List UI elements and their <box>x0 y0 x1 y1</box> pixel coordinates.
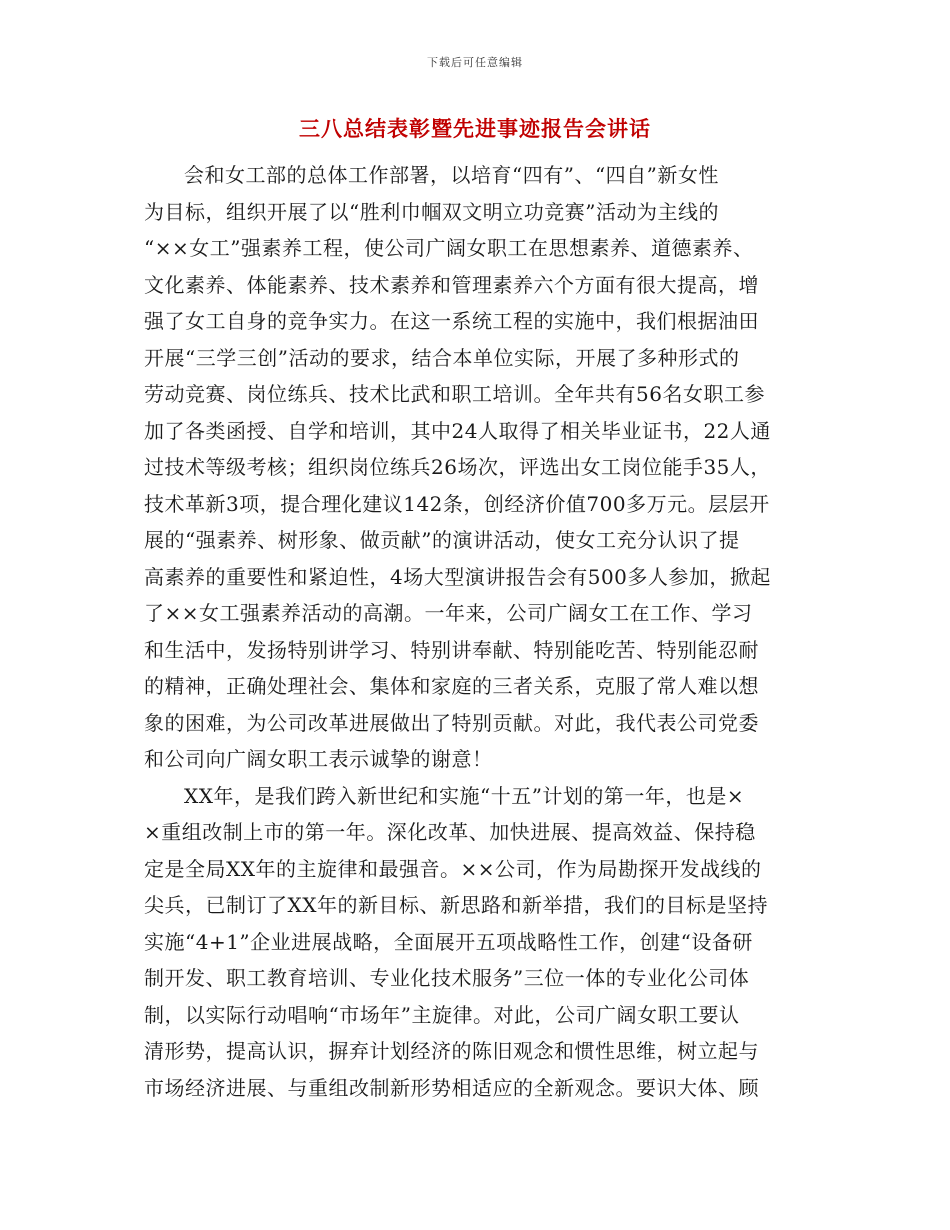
text-line: 象的困难，为公司改革进展做出了特别贡献。对此，我代表公司党委 <box>144 710 759 735</box>
text-line: 劳动竞赛、岗位练兵、技术比武和职工培训。全年共有56名女职工参 <box>144 382 765 406</box>
text-line: 定是全局XX年的主旋律和最强音。××公司，作为局勘探开发战线的 <box>144 856 762 881</box>
text-line: 加了各类函授、自学和培训，其中24人取得了相关毕业证书，22人通 <box>144 418 771 443</box>
paragraph-2 <box>144 781 804 1110</box>
text-line: 和生活中，发扬特别讲学习、特别讲奉献、特别能吃苦、特别能忍耐 <box>144 637 759 662</box>
text-line: 开展“三学三创”活动的要求，结合本单位实际，开展了多种形式的 <box>144 345 740 370</box>
text-line: 实施“4+1”企业进展战略，全面展开五项战略性工作，创建“设备研 <box>144 929 753 954</box>
text-line: 过技术等级考核；组织岗位练兵26场次，评选出女工岗位能手35人， <box>144 455 771 479</box>
text-line: 高素养的重要性和紧迫性，4场大型演讲报告会有500多人参加，掀起 <box>144 564 771 589</box>
text-line: 和公司向广阔女职工表示诚挚的谢意！ <box>144 747 493 771</box>
text-line: 展的“强素养、树形象、做贡献”的演讲活动，使女工充分认识了提 <box>144 528 740 552</box>
text-line: 尖兵，已制订了XX年的新目标、新思路和新举措，我们的目标是坚持 <box>144 893 768 917</box>
text-line: 制，以实际行动唱响“市场年”主旋律。对此，公司广阔女职工要认 <box>144 1002 740 1027</box>
text-line: 的精神，正确处理社会、集体和家庭的三者关系，克服了常人难以想 <box>144 674 759 698</box>
text-line: ×重组改制上市的第一年。深化改革、加快进展、提高效益、保持稳 <box>144 820 756 844</box>
text-line: 会和女工部的总体工作部署，以培育“四有”、“四自”新女性 <box>184 163 719 187</box>
paragraph-1 <box>144 160 804 781</box>
text-line: 市场经济进展、与重组改制新形势相适应的全新观念。要识大体、顾 <box>144 1075 759 1100</box>
text-line: XX年，是我们跨入新世纪和实施“十五”计划的第一年，也是× <box>184 783 745 808</box>
text-line: “××女工”强素养工程，使公司广阔女职工在思想素养、道德素养、 <box>144 236 754 260</box>
document-body <box>144 160 804 1109</box>
document-title: 三八总结表彰暨先进事迹报告会讲话 <box>299 117 651 141</box>
text-line: 为目标，组织开展了以“胜利巾帼双文明立功竞赛”活动为主线的 <box>144 199 719 224</box>
text-line: 清形势，提高认识，摒弃计划经济的陈旧观念和惯性思维，树立起与 <box>144 1039 759 1063</box>
text-line: 技术革新3项，提合理化建议142条，创经济价值700多万元。层层开 <box>144 491 770 516</box>
text-line: 制开发、职工教育培训、专业化技术服务”三位一体的专业化公司体 <box>144 966 750 990</box>
header-note: 下载后可任意编辑 <box>427 56 523 69</box>
text-line: 强了女工自身的竞争实力。在这一系统工程的实施中，我们根据油田 <box>144 309 759 333</box>
text-line: 文化素养、体能素养、技术素养和管理素养六个方面有很大提高，增 <box>144 272 759 297</box>
text-line: 了××女工强素养活动的高潮。一年来，公司广阔女工在工作、学习 <box>144 601 753 625</box>
